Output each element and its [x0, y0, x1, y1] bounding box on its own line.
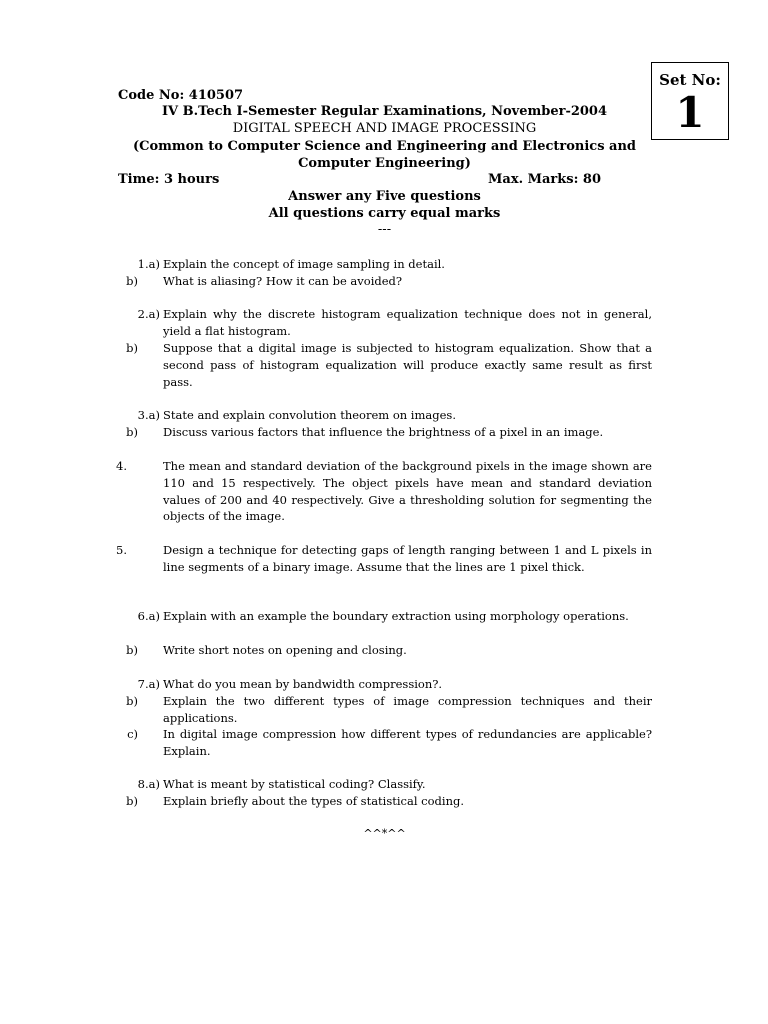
question-7b	[116, 693, 652, 727]
set-number: 1	[675, 88, 705, 137]
question-number: 3.a)	[137, 408, 160, 422]
question-8b	[116, 793, 652, 810]
question-number: 1.a)	[137, 257, 160, 271]
question-3a	[116, 407, 652, 424]
subject-title: DIGITAL SPEECH AND IMAGE PROCESSING	[232, 121, 537, 136]
question-text: Explain the two different types of image compression techniques and their applications.	[163, 694, 652, 725]
question-text: Design a technique for detecting gaps of length ranging between 1 and L pixels in line segments of a binary image. Assume that the lines are 1 pixel thick.	[163, 543, 652, 574]
question-7a	[116, 676, 652, 693]
question-2a	[116, 306, 652, 340]
time-allowed: Time: 3 hours	[118, 172, 220, 187]
question-text: What is meant by statistical coding? Classify.	[163, 777, 426, 791]
question-text: The mean and standard deviation of the background pixels in the image shown are 110 and 15 respectively. The object pixels have mean and standard deviation values of 200 and 40 respectively. Give a thresholding solution for segmenting the objects of the image.	[163, 459, 652, 524]
question-number: 8.a)	[137, 777, 160, 791]
max-marks: Max. Marks: 80	[488, 172, 602, 187]
question-number: b)	[126, 274, 138, 288]
question-number: 7.a)	[137, 677, 160, 691]
question-6a	[116, 608, 652, 625]
instruction-equal-marks: All questions carry equal marks	[268, 206, 501, 221]
time-marks-row	[118, 172, 602, 187]
question-text: Suppose that a digital image is subjected to histogram equalization. Show that a second pass of histogram equalization will produce exactly same result as first pass.	[163, 341, 652, 389]
instruction-answer-five: Answer any Five questions	[288, 189, 481, 204]
end-of-paper-mark: ^^*^^	[363, 827, 406, 840]
question-2b	[116, 340, 652, 390]
question-number: 4.	[116, 459, 127, 473]
question-number: b)	[126, 341, 138, 355]
question-number: 2.a)	[137, 307, 160, 321]
question-text: Explain with an example the boundary extraction using morphology operations.	[163, 609, 629, 623]
header-separator: ---	[377, 222, 392, 237]
question-7c	[116, 726, 652, 760]
question-number: 5.	[116, 543, 127, 557]
question-number: b)	[126, 643, 138, 657]
set-label: Set No:	[659, 71, 721, 89]
question-1a	[116, 256, 652, 273]
question-3b	[116, 424, 652, 441]
question-number: c)	[127, 727, 138, 741]
question-number: b)	[126, 694, 138, 708]
question-4	[116, 458, 652, 525]
question-1b	[116, 273, 652, 290]
question-text: Discuss various factors that influence the brightness of a pixel in an image.	[163, 425, 604, 439]
question-number: 6.a)	[137, 609, 160, 623]
question-6b	[116, 642, 652, 659]
question-8a	[116, 776, 652, 793]
question-text: Write short notes on opening and closing.	[163, 643, 407, 657]
question-text: What is aliasing? How it can be avoided?	[163, 274, 403, 288]
common-to-line: (Common to Computer Science and Engineering and Electronics and Computer Engineering)	[132, 139, 637, 171]
question-text: Explain briefly about the types of statistical coding.	[163, 794, 465, 808]
question-5	[116, 542, 652, 576]
question-text: Explain the concept of image sampling in detail.	[163, 257, 445, 271]
question-text: Explain why the discrete histogram equalization technique does not in general, yield a flat histogram.	[163, 307, 652, 338]
question-text: In digital image compression how different types of redundancies are applicable? Explain.	[163, 727, 652, 758]
exam-title: IV B.Tech I-Semester Regular Examinations, November-2004	[161, 104, 608, 119]
code-number: Code No: 410507	[118, 88, 244, 103]
set-number-box	[651, 62, 729, 140]
question-text: State and explain convolution theorem on images.	[163, 408, 456, 422]
question-number: b)	[126, 794, 138, 808]
question-number: b)	[126, 425, 138, 439]
question-text: What do you mean by bandwidth compression?.	[163, 677, 443, 691]
